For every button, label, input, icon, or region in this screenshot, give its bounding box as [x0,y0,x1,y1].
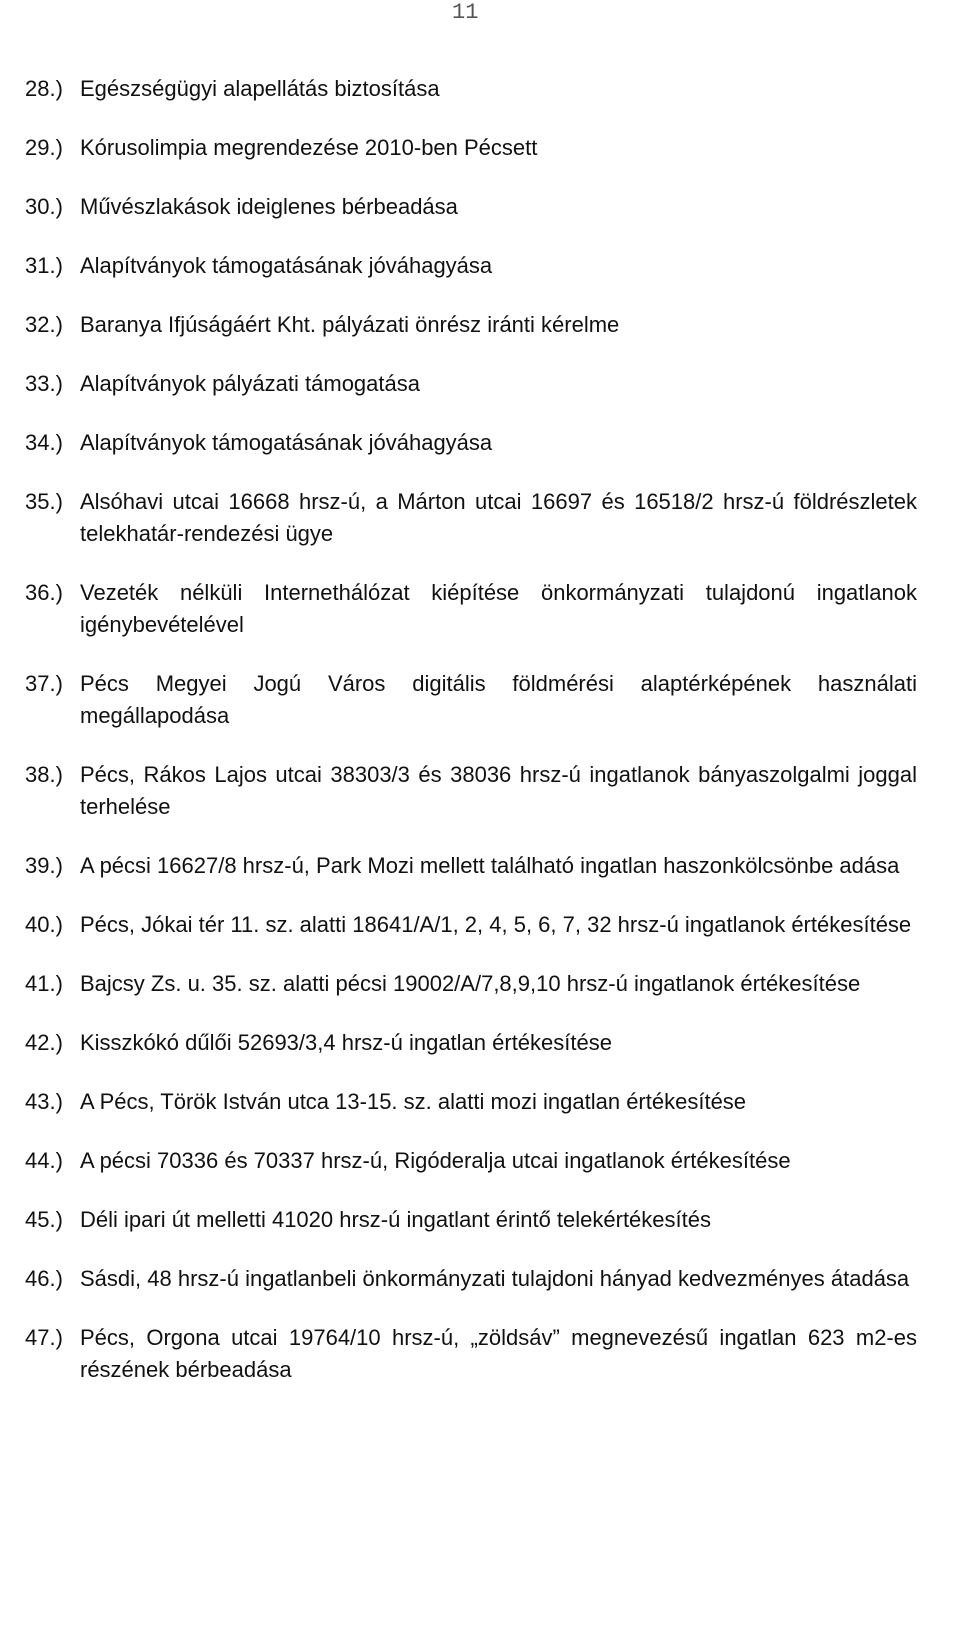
agenda-item-36 [25,577,917,641]
item-text: Baranya Ifjúságáért Kht. pályázati önrész iránti kérelme [80,312,620,337]
item-number: 44.) [25,1148,63,1173]
agenda-item-44 [25,1145,917,1177]
agenda-item-32 [25,309,917,341]
item-text: Alapítványok támogatásának jóváhagyása [80,253,493,278]
item-text: Kisszkókó dűlői 52693/3,4 hrsz-ú ingatlan értékesítése [80,1030,612,1055]
agenda-item-45 [25,1204,917,1236]
item-number: 31.) [25,253,63,278]
item-number: 37.) [25,671,63,696]
item-number: 32.) [25,312,63,337]
item-text: Pécs, Rákos Lajos utcai 38303/3 és 38036 hrsz-ú ingatlanok bányaszolgalmi joggal terhelése [80,762,917,819]
page-number: 11 [452,0,479,25]
agenda-item-42 [25,1027,917,1059]
agenda-item-41 [25,968,917,1000]
item-number: 39.) [25,853,63,878]
agenda-item-46 [25,1263,917,1295]
item-text: Pécs, Orgona utcai 19764/10 hrsz-ú, „zöldsáv” megnevezésű ingatlan 623 m2-es részének bérbeadása [80,1325,917,1382]
item-number: 28.) [25,76,63,101]
item-text: Kórusolimpia megrendezése 2010-ben Pécsett [80,135,538,160]
agenda-item-31 [25,250,917,282]
item-text: Déli ipari út melletti 41020 hrsz-ú ingatlant érintő telekértékesítés [80,1207,711,1232]
item-number: 35.) [25,489,63,514]
item-number: 30.) [25,194,63,219]
item-text: Alapítványok támogatásának jóváhagyása [80,430,493,455]
item-text: A Pécs, Török István utca 13-15. sz. alatti mozi ingatlan értékesítése [80,1089,747,1114]
agenda-item-43 [25,1086,917,1118]
item-number: 40.) [25,912,63,937]
item-number: 41.) [25,971,63,996]
item-number: 47.) [25,1325,63,1350]
agenda-item-39 [25,850,917,882]
item-text: Alsóhavi utcai 16668 hrsz-ú, a Márton utcai 16697 és 16518/2 hrsz-ú földrészletek telekhatár-rendezési ügye [80,489,917,546]
item-number: 45.) [25,1207,63,1232]
item-text: Bajcsy Zs. u. 35. sz. alatti pécsi 19002/A/7,8,9,10 hrsz-ú ingatlanok értékesítése [80,971,861,996]
agenda-item-47 [25,1322,917,1386]
agenda-item-30 [25,191,917,223]
item-text: A pécsi 70336 és 70337 hrsz-ú, Rigóderalja utcai ingatlanok értékesítése [80,1148,791,1173]
item-text: Művészlakások ideiglenes bérbeadása [80,194,458,219]
agenda-list [25,73,917,1413]
item-number: 42.) [25,1030,63,1055]
agenda-item-34 [25,427,917,459]
agenda-item-37 [25,668,917,732]
item-text: Sásdi, 48 hrsz-ú ingatlanbeli önkormányzati tulajdoni hányad kedvezményes átadása [80,1266,910,1291]
item-number: 38.) [25,762,63,787]
agenda-item-29 [25,132,917,164]
item-number: 29.) [25,135,63,160]
agenda-item-35 [25,486,917,550]
agenda-item-28 [25,73,917,105]
item-text: Alapítványok pályázati támogatása [80,371,420,396]
item-text: Pécs Megyei Jogú Város digitális földmérési alaptérképének használati megállapodása [80,671,917,728]
item-number: 34.) [25,430,63,455]
item-text: A pécsi 16627/8 hrsz-ú, Park Mozi mellett található ingatlan haszonkölcsönbe adása [80,853,900,878]
item-number: 33.) [25,371,63,396]
agenda-item-33 [25,368,917,400]
item-text: Egészségügyi alapellátás biztosítása [80,76,440,101]
item-text: Pécs, Jókai tér 11. sz. alatti 18641/A/1, 2, 4, 5, 6, 7, 32 hrsz-ú ingatlanok értékesítése [80,912,912,937]
agenda-item-40 [25,909,917,941]
item-text: Vezeték nélküli Internethálózat kiépítése önkormányzati tulajdonú ingatlanok igénybevételével [80,580,917,637]
agenda-item-38 [25,759,917,823]
item-number: 36.) [25,580,63,605]
item-number: 46.) [25,1266,63,1291]
item-number: 43.) [25,1089,63,1114]
